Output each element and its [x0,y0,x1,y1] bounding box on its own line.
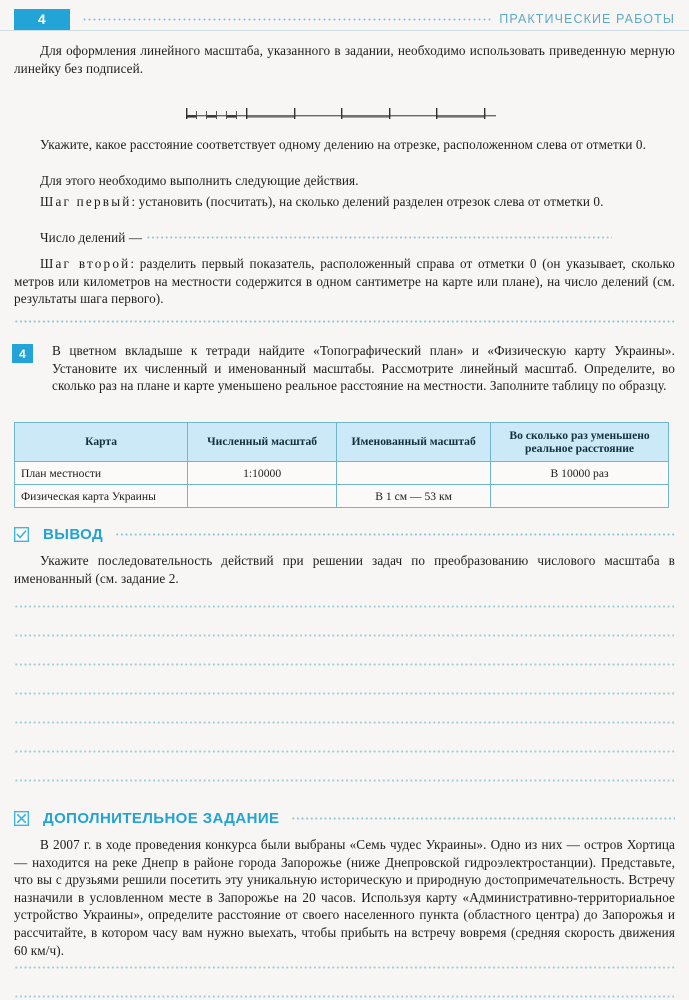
table-row [15,485,669,508]
extra-task-header-dots [291,817,675,820]
conclusion-answer-line-6[interactable] [14,750,675,753]
extra-answer-line-1[interactable] [14,966,675,969]
divisions-count-blank[interactable] [146,236,612,239]
cell-map-0: План местности [15,462,188,485]
cell-map-1: Физическая карта Украины [15,485,188,508]
cell-numeric-1[interactable] [188,485,337,508]
instruction-paragraph-1: Укажите, какое расстояние соответствует одному делению на отрезке, расположенном слева от отметки 0. [40,137,647,152]
table-row [15,462,669,485]
extra-task-text: В 2007 г. в ходе проведения конкурса были выбраны «Семь чудес Украины». Одно из них — остров Хортица — находится на реке Днепр в районе города Запорожье (ниже Днепровской гидроэлектростанции). Представьте, что вы с друзьями решили посетить эту уникальную историческую и природную достопримечательность. Встречу назначили в условленном месте в Запорожье на 20 часов. Используя карту «Административно-территориальное устройство Украины», определите расстояние от своего населенного пункта (областного центра) до Запорожья и рассчитайте, в котором часу вам нужно выехать, чтобы прибыть на встречу вовремя (средняя скорость движения 60 км/ч). [14,837,675,958]
linear-scale-ruler-icon [186,107,496,121]
table-head [15,423,669,462]
cell-named-0[interactable] [337,462,491,485]
conclusion-answer-line-2[interactable] [14,634,675,637]
divisions-count-row [14,229,675,247]
step-two-label: Шаг второй [40,256,131,271]
section-separator-dots [14,320,675,323]
header-dotted-rule [82,18,491,21]
table-col-map: Карта [15,423,188,462]
page-number-badge: 4 [14,9,70,30]
conclusion-answer-line-5[interactable] [14,721,675,724]
step-two-paragraph [14,255,675,308]
cell-named-1[interactable]: В 1 см — 53 км [337,485,491,508]
extra-answer-line-2[interactable] [14,995,675,998]
header-title: ПРАКТИЧЕСКИЕ РАБОТЫ [499,12,675,26]
table-col-numeric: Численный масштаб [188,423,337,462]
checkbox-checked-icon [14,527,29,542]
step-two-text: : разделить первый показатель, расположенный справа от отметки 0 (он указывает, сколько метров или километров на местности содержится в одном сантиметре на карте или плане), на число делений (см. результаты шага первого). [14,256,675,307]
intro-paragraph: Для оформления линейного масштаба, указанного в задании, необходимо использовать приведенную мерную линейку без подписей. [14,43,675,76]
x-box-icon [14,811,29,826]
conclusion-answer-line-1[interactable] [14,605,675,608]
task-number-badge: 4 [12,344,33,363]
conclusion-section-header [14,524,675,544]
extra-task-section-header [14,808,675,828]
linear-scale-ruler [186,107,496,121]
cell-reduction-0[interactable]: В 10000 раз [491,462,669,485]
conclusion-text: Укажите последовательность действий при решении задач по преобразованию числового масштаба в именованный (см. задание 2. [14,553,675,586]
conclusion-answer-line-3[interactable] [14,663,675,666]
conclusion-answer-line-7[interactable] [14,779,675,782]
conclusion-title: ВЫВОД [43,525,104,543]
task-text: В цветном вкладыше к тетради найдите «Топографический план» и «Физическую карту Украины». Установите их численный и именованный масштабы. Рассмотрите линейный масштаб. Определите, во сколько раз на плане и карте уменьшено реальное расстояние на местности. Заполните таблицу по образцу. [52,343,675,394]
step-one-paragraph [14,193,675,211]
running-header [0,8,689,30]
scale-comparison-table [14,422,669,508]
cell-reduction-1[interactable] [491,485,669,508]
table-body [15,462,669,508]
divisions-count-label: Число делений — [40,230,143,245]
step-one-label: Шаг первый [40,194,132,209]
conclusion-header-dots [115,533,675,536]
cell-numeric-0[interactable]: 1:10000 [188,462,337,485]
extra-task-title: ДОПОЛНИТЕЛЬНОЕ ЗАДАНИЕ [43,809,280,827]
step-one-text: : установить (посчитать), на сколько делений разделен отрезок слева от отметки 0. [131,194,604,209]
header-divider [0,30,689,31]
conclusion-answer-line-4[interactable] [14,692,675,695]
table-col-reduction: Во сколько раз уменьшено реальное расстояние [491,423,669,462]
instruction-paragraph-2: Для этого необходимо выполнить следующие действия. [40,173,359,188]
table-col-named: Именованный масштаб [337,423,491,462]
table-header-row [15,423,669,462]
